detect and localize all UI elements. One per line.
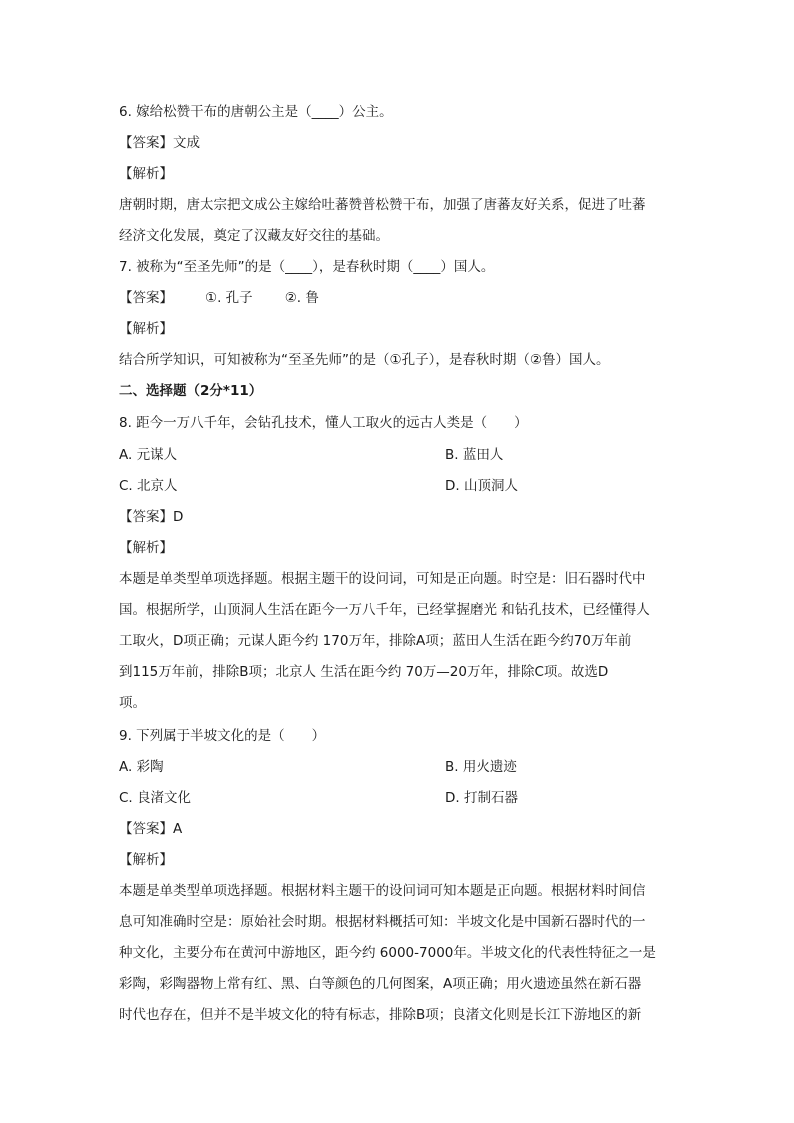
section-heading: 二、选择题（2分*11）	[119, 383, 263, 399]
option-8-c: C. 北京人	[119, 478, 178, 494]
analysis-8-line: 国。根据所学，山顶洞人生活在距今一万八千年，已经掌握磨光 和钻孔技术，已经懂得人	[119, 602, 650, 618]
option-8-d: D. 山顶洞人	[445, 478, 518, 494]
answer-label-7: 【答案】	[119, 290, 173, 306]
option-9-d: D. 打制石器	[445, 790, 518, 806]
analysis-label-6: 【解析】	[119, 166, 173, 182]
question-9: 9. 下列属于半坡文化的是（ ）	[119, 728, 326, 744]
analysis-label-8: 【解析】	[119, 540, 173, 556]
option-9-c: C. 良渚文化	[119, 790, 192, 806]
analysis-9-line: 彩陶，彩陶器物上常有红、黑、白等颜色的几何图案，A项正确；用火遗迹虽然在新石器	[119, 976, 642, 992]
analysis-label-7: 【解析】	[119, 321, 173, 337]
analysis-8-line: 工取火，D项正确；元谋人距今约 170万年，排除A项；蓝田人生活在距今约70万年前	[119, 633, 632, 649]
analysis-8-line: 到115万年前，排除B项；北京人 生活在距今约 70万—20万年，排除C项。故选D	[119, 664, 609, 680]
answer-9: 【答案】A	[119, 821, 183, 837]
analysis-label-9: 【解析】	[119, 852, 173, 868]
answer-7	[119, 288, 679, 308]
analysis-9-line: 息可知准确时空是：原始社会时期。根据材料概括可知：半坡文化是中国新石器时代的一	[119, 914, 646, 930]
answer-7-part-1: ①. 孔子	[205, 290, 253, 306]
answer-6: 【答案】文成	[119, 135, 200, 151]
analysis-8-line: 项。	[119, 695, 146, 711]
question-8: 8. 距今一万八千年，会钻孔技术，懂人工取火的远古人类是（ ）	[119, 415, 528, 431]
question-6: 6. 嫁给松赞干布的唐朝公主是（____）公主。	[119, 104, 393, 120]
analysis-6-line: 唐朝时期，唐太宗把文成公主嫁给吐蕃赞普松赞干布，加强了唐蕃友好关系，促进了吐蕃	[119, 197, 646, 213]
analysis-7-line: 结合所学知识，可知被称为“至圣先师”的是（①孔子），是春秋时期（②鲁）国人。	[119, 352, 610, 368]
option-8-b: B. 蓝田人	[445, 447, 504, 463]
question-7: 7. 被称为“至圣先师”的是（____），是春秋时期（____）国人。	[119, 259, 495, 275]
option-9-a: A. 彩陶	[119, 759, 164, 775]
option-9-b: B. 用火遗迹	[445, 759, 517, 775]
analysis-9-line: 本题是单类型单项选择题。根据材料主题干的设问词可知本题是正向题。根据材料时间信	[119, 883, 646, 899]
answer-7-part-2: ②. 鲁	[284, 290, 319, 306]
analysis-8-line: 本题是单类型单项选择题。根据主题干的设问词，可知是正向题。时空是：旧石器时代中	[119, 571, 646, 587]
analysis-9-line: 时代也存在，但并不是半坡文化的特有标志，排除B项；良渚文化则是长江下游地区的新	[119, 1007, 642, 1023]
analysis-9-line: 种文化，主要分布在黄河中游地区，距今约 6000-7000年。半坡文化的代表性特征之一是	[119, 945, 656, 961]
analysis-6-line: 经济文化发展，奠定了汉藏友好交往的基础。	[119, 228, 389, 244]
answer-8: 【答案】D	[119, 509, 184, 525]
option-8-a: A. 元谋人	[119, 447, 178, 463]
